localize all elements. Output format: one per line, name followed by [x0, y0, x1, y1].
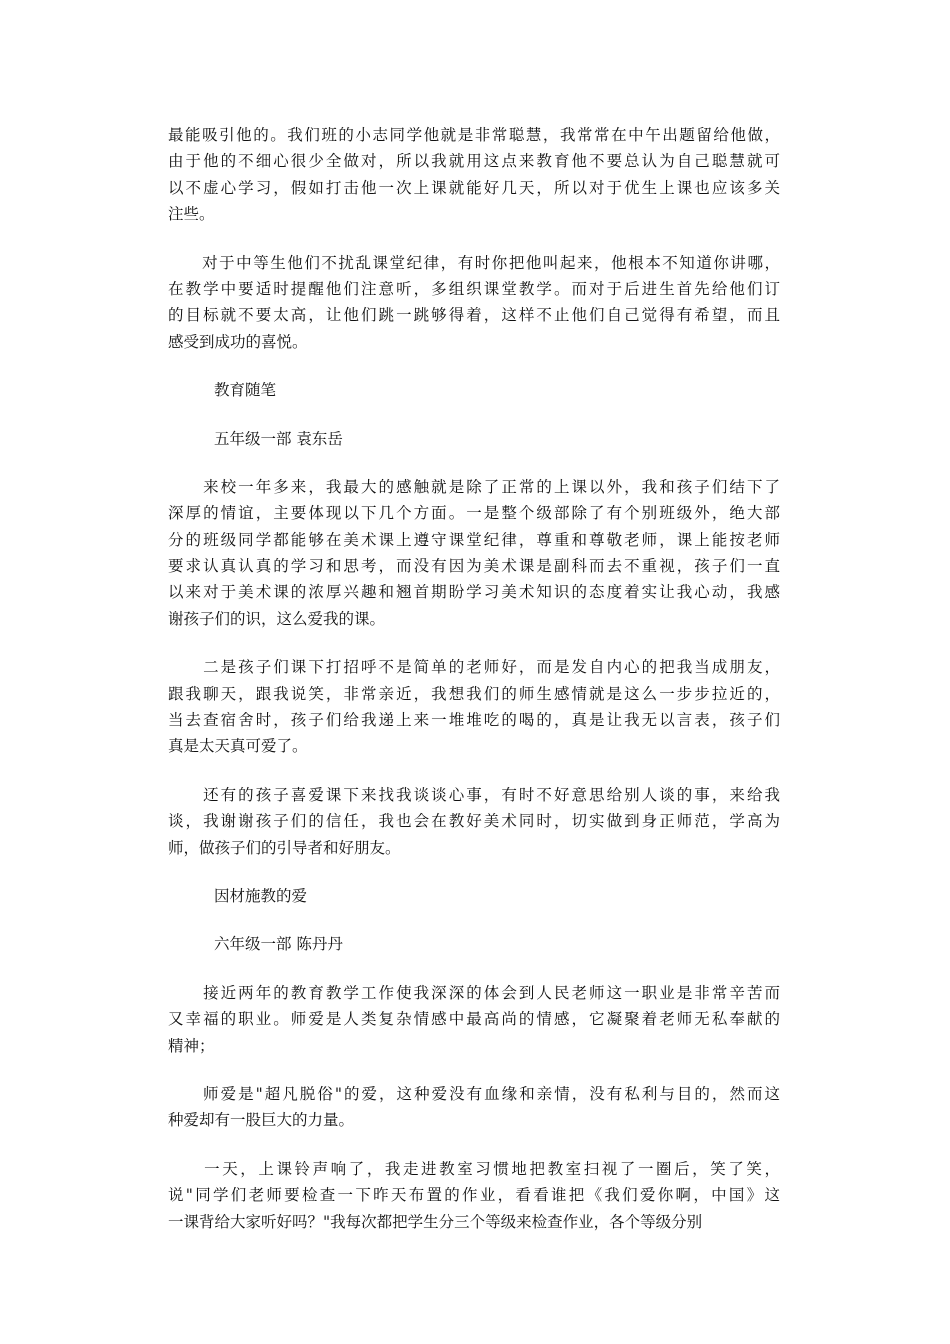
text-line: 注些。: [168, 205, 215, 224]
paragraph: [168, 1156, 780, 1235]
text-line: 对于中等生他们不扰乱课堂纪律，有时你把他叫起来，他根本不知道你讲哪，: [168, 253, 780, 272]
essay-author-2: 六年级一部 陈丹丹: [214, 935, 343, 954]
text-line: 的目标就不要太高，让他们跳一跳够得着，这样不止他们自己觉得有希望，而且: [168, 306, 780, 325]
text-line: 以不虚心学习，假如打击他一次上课就能好几天，所以对于优生上课也应该多关: [168, 178, 780, 197]
text-line: 还有的孩子喜爱课下来找我谈谈心事，有时不好意思给别人谈的事，来给我: [168, 785, 780, 804]
text-line: 由于他的不细心很少全做对，所以我就用这点来教育他不要总认为自己聪慧就可: [168, 152, 780, 171]
paragraph: [168, 122, 780, 228]
essay-title-1: 教育随笔: [214, 381, 277, 400]
text-line: 种爱却有一股巨大的力量。: [168, 1111, 355, 1130]
text-line: 深厚的情谊，主要体现以下几个方面。一是整个级部除了有个别班级外，绝大部: [168, 504, 780, 523]
text-line: 说"同学们老师要检查一下昨天布置的作业，看看谁把《我们爱你啊，中国》这: [168, 1186, 780, 1205]
paragraph: [168, 1081, 780, 1134]
text-line: 感受到成功的喜悦。: [168, 332, 308, 351]
text-line: 跟我聊天，跟我说笑，非常亲近，我想我们的师生感情就是这么一步步拉近的，: [168, 684, 780, 703]
paragraph: [168, 782, 780, 861]
text-block-3: [168, 980, 780, 1235]
text-line: 精神；: [168, 1036, 215, 1055]
paragraph: [168, 654, 780, 760]
text-line: 来校一年多来，我最大的感触就是除了正常的上课以外，我和孩子们结下了: [168, 477, 780, 496]
essay-author-1: 五年级一部 袁东岳: [214, 429, 343, 448]
text-line: 要求认真认真的学习和思考，而没有因为美术课是副科而去不重视，孩子们一直: [168, 557, 780, 576]
paragraph: [168, 980, 780, 1059]
text-block-2: [168, 474, 780, 861]
text-line: 在教学中要适时提醒他们注意听，多组织课堂教学。而对于后进生首先给他们订: [168, 279, 780, 298]
text-line: 谈，我谢谢孩子们的信任，我也会在教好美术同时，切实做到身正师范，学高为: [168, 812, 780, 831]
paragraph: [168, 250, 780, 356]
text-line: 谢孩子们的识，这么爱我的课。: [168, 609, 386, 628]
essay-title-2: 因材施教的爱: [214, 886, 308, 905]
text-line: 当去查宿舍时，孩子们给我递上来一堆堆吃的喝的，真是让我无以言表，孩子们: [168, 711, 780, 730]
document-page: [168, 122, 780, 1257]
text-line: 又幸福的职业。师爱是人类复杂情感中最高尚的情感，它凝聚着老师无私奉献的: [168, 1010, 780, 1029]
text-line: 真是太天真可爱了。: [168, 737, 308, 756]
text-line: 最能吸引他的。我们班的小志同学他就是非常聪慧，我常常在中午出题留给他做，: [168, 126, 780, 144]
text-line: 以来对于美术课的浓厚兴趣和翘首期盼学习美术知识的态度着实让我心动，我感: [168, 583, 780, 602]
paragraph: [168, 474, 780, 632]
text-line: 一天，上课铃声响了，我走进教室习惯地把教室扫视了一圈后，笑了笑，: [168, 1159, 780, 1178]
text-block-1: [168, 122, 780, 355]
text-line: 二是孩子们课下打招呼不是简单的老师好，而是发自内心的把我当成朋友，: [168, 658, 780, 677]
text-line: 分的班级同学都能够在美术课上遵守课堂纪律，尊重和尊敬老师，课上能按老师: [168, 530, 780, 549]
text-line: 一课背给大家听好吗？"我每次都把学生分三个等级来检查作业，各个等级分别: [168, 1212, 703, 1231]
text-line: 师，做孩子们的引导者和好朋友。: [168, 838, 401, 857]
text-line: 接近两年的教育教学工作使我深深的体会到人民老师这一职业是非常辛苦而: [168, 983, 780, 1002]
text-line: 师爱是"超凡脱俗"的爱，这种爱没有血缘和亲情，没有私利与目的，然而这: [168, 1084, 780, 1103]
